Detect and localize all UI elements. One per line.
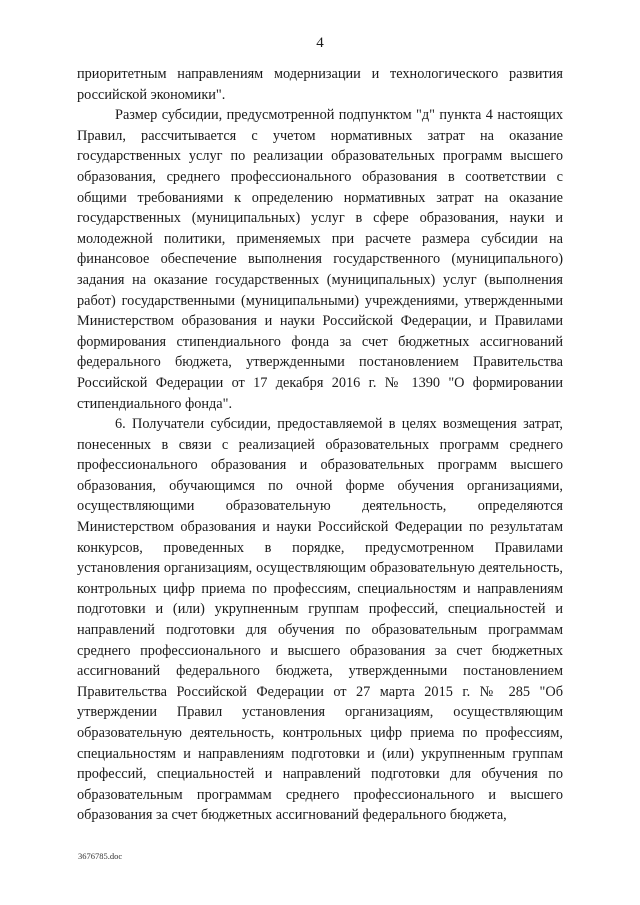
paragraph-subsidy-amount: Размер субсидии, предусмотренной подпунктом "д" пункта 4 настоящих Правил, рассчитывается с учетом нормативных затрат на оказание государственных услуг по реализации образовательных программ высшего образования, среднего профессионального образования в соответствии с общими требованиями к определению нормативных затрат на оказание государственных (муниципальных) услуг в сфере образования, науки и молодежной политики, применяемых при расчете размера субсидии на финансовое обеспечение выполнения государственного (муниципального) задания на оказание государственных (муниципальных) услуг (выполнения работ) государственными (муниципальными) учреждениями, утвержденными Министерством образования и науки Российской Федерации, и Правилами формирования стипендиального фонда за счет бюджетных ассигнований федерального бюджета, утвержденными постановлением Правительства Российской Федерации от 17 декабря 2016 г. № 1390 "О формировании стипендиального фонда".	[77, 107, 563, 412]
file-name-footer: 3676785.doc	[78, 851, 123, 861]
paragraph-continuation: приоритетным направлениям модернизации и технологического развития российской экономики".	[77, 66, 563, 103]
page-number: 4	[316, 35, 324, 51]
document-body	[77, 64, 563, 826]
paragraph-item-6: 6. Получатели субсидии, предоставляемой в целях возмещения затрат, понесенных в связи с реализацией образовательных программ среднего профессионального образования и образовательных программ высшего образования, обучающимся по очной форме обучения организациями, осуществляющими образовательную деятельность, определяются Министерством образования и науки Российской Федерации по результатам конкурсов, проведенных в порядке, предусмотренном Правилами установления организациям, осуществляющим образовательную деятельность, контрольных цифр приема по профессиям, специальностям и направлениям подготовки и (или) укрупненным группам профессий, специальностей и направлений подготовки для обучения по образовательным программам среднего профессионального и высшего образования за счет бюджетных ассигнований федерального бюджета, утвержденными постановлением Правительства Российской Федерации от 27 марта 2015 г. № 285 "Об утверждении Правил установления организациям, осуществляющим образовательную деятельность, контрольных цифр приема по профессиям, специальностям и направлениям подготовки и (или) укрупненным группам профессий, специальностей и направлений подготовки для обучения по образовательным программам среднего профессионального и высшего образования за счет бюджетных ассигнований федерального бюджета,	[77, 416, 563, 824]
